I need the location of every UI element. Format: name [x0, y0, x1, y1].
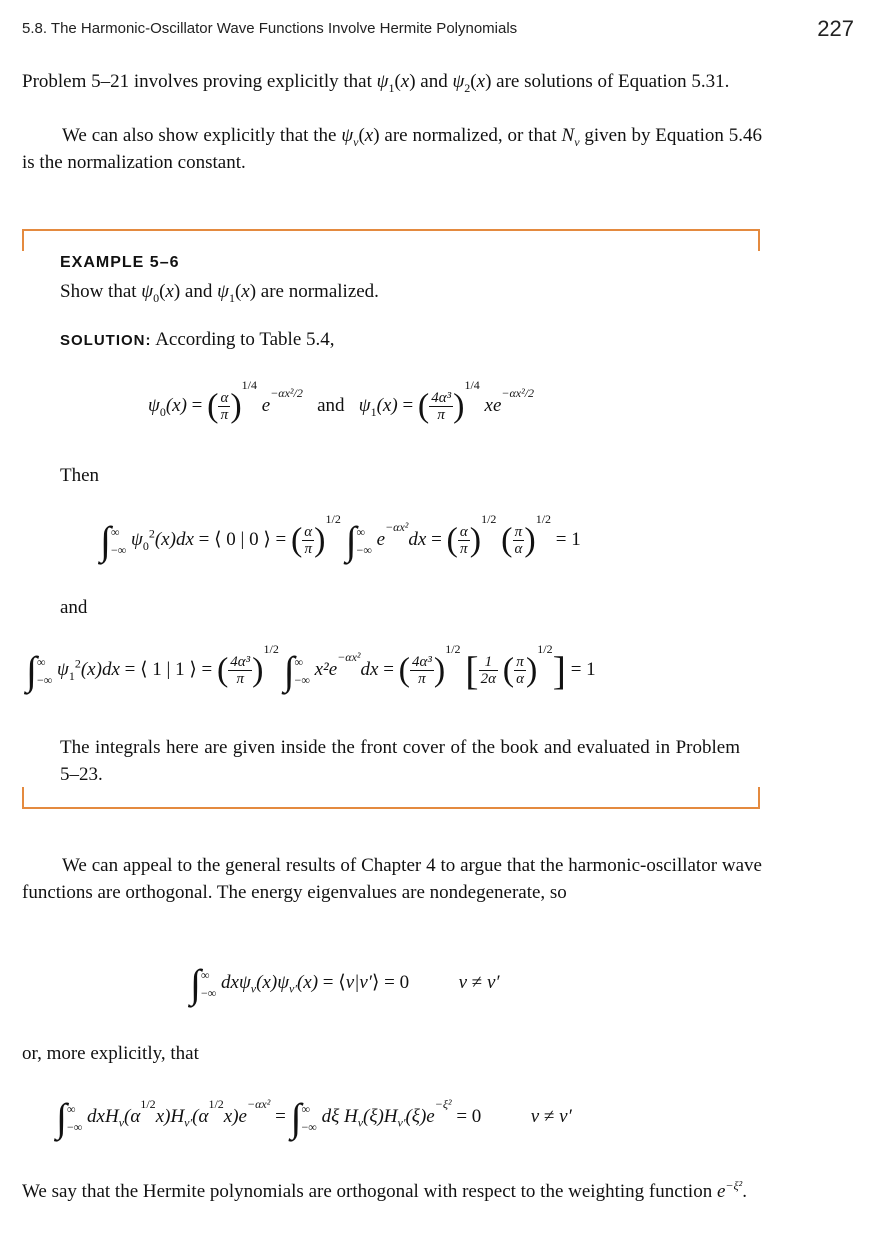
paragraph-orthogonal: We can appeal to the general results of Chapter 4 to argue that the harmonic-oscillator wave functions are orthogonal. The energy eigenvalues are nondegenerate, so: [22, 855, 762, 903]
text-then: Then: [60, 465, 100, 486]
solution-label: SOLUTION:: [60, 332, 152, 349]
equation-normalization-0: ∫ ∞ −∞ $\psi_0^2(x)dx$ = ⟨ 0 | 0 ⟩ = ( $\frac{\alpha}{\pi}$ )$^{1/2}$ ∫ ∞ −∞ $e^{-\alpha x^2}dx$ = ( $\frac{\alpha}{\pi}$ )$^{1/2}$ ( $\frac{\pi}{\alpha}$ )$^{1/2}$ = 1: [100, 512, 581, 564]
example-box-bottom-rule: [22, 787, 760, 809]
example-prompt: Show that $\psi_0(x)$ and $\psi_1(x)$ are normalized.: [60, 281, 379, 305]
paragraph-weighting: We say that the Hermite polynomials are orthogonal with respect to the weighting function $e^{-\xi^2}$.: [22, 1178, 747, 1202]
equation-normalization-1: ∫ ∞ −∞ $\psi_1^2(x)dx$ = ⟨ 1 | 1 ⟩ = ( $\frac{\text{4α³}}{\pi}$ )$^{1/2}$ ∫ ∞ −∞ $x^2e^{-\alpha x^2}dx$ = ( $\frac{\text{4α³}}{\pi}$ )$^{1/2}$ [ $\frac{1}{2\alpha}$ ( $\frac{\pi}{\alpha}$ )$^{1/2}$] = 1: [26, 642, 596, 694]
solution-line: [60, 326, 740, 354]
text-more-explicitly: or, more explicitly, that: [22, 1043, 199, 1064]
running-head: 5.8. The Harmonic-Oscillator Wave Functions Involve Hermite Polynomials: [22, 20, 518, 37]
equation-wavefunctions: $\psi_0(x)$ = ( $\frac{\alpha}{\pi}$ )$^{1/4}$ $e^{-\alpha x^2/2}$ and $\psi_1(x)$ = ( $\frac{\text{4α³}}{\pi}$ )$^{1/4}$ $xe^{-\alpha x^2/2}$: [148, 378, 535, 425]
paragraph-intro-1: Problem 5–21 involves proving explicitly that $\psi_1(x)$ and $\psi_2(x)$ are solutions of Equation 5.31.: [22, 71, 730, 95]
example-closing: The integrals here are given inside the front cover of the book and evaluated in Problem 5–23.: [60, 737, 740, 785]
equation-orthogonality: ∫ ∞ −∞ $dx\psi_v(x)\psi_{v'}(x)$ = ⟨v|v′⟩ = 0 v ≠ v′: [190, 961, 500, 1006]
weighting-text: We say that the Hermite polynomials are orthogonal with respect to the weighting function: [22, 1181, 717, 1202]
page-number: 227: [817, 16, 854, 41]
equation-hermite-orthogonality: ∫ ∞ −∞ $dxH_v(\alpha^{1/2}x)H_{v'}(\alpha^{1/2}x)e^{-\alpha x^2}$ = ∫ ∞ −∞ dξ $H_v(\xi)H_{v'}(\xi)e^{-\xi^2} = 0$ v ≠ v′: [56, 1095, 572, 1140]
example-box-top-rule: [22, 229, 760, 251]
example-heading: EXAMPLE 5–6: [60, 254, 180, 271]
solution-text: According to Table 5.4,: [155, 329, 335, 350]
text-and: and: [60, 597, 88, 618]
paragraph-intro-2: We can also show explicitly that the $\psi_v(x)$ are normalized, or that $N_v$ given by Equation 5.46 is the normalization constant.: [22, 125, 762, 173]
